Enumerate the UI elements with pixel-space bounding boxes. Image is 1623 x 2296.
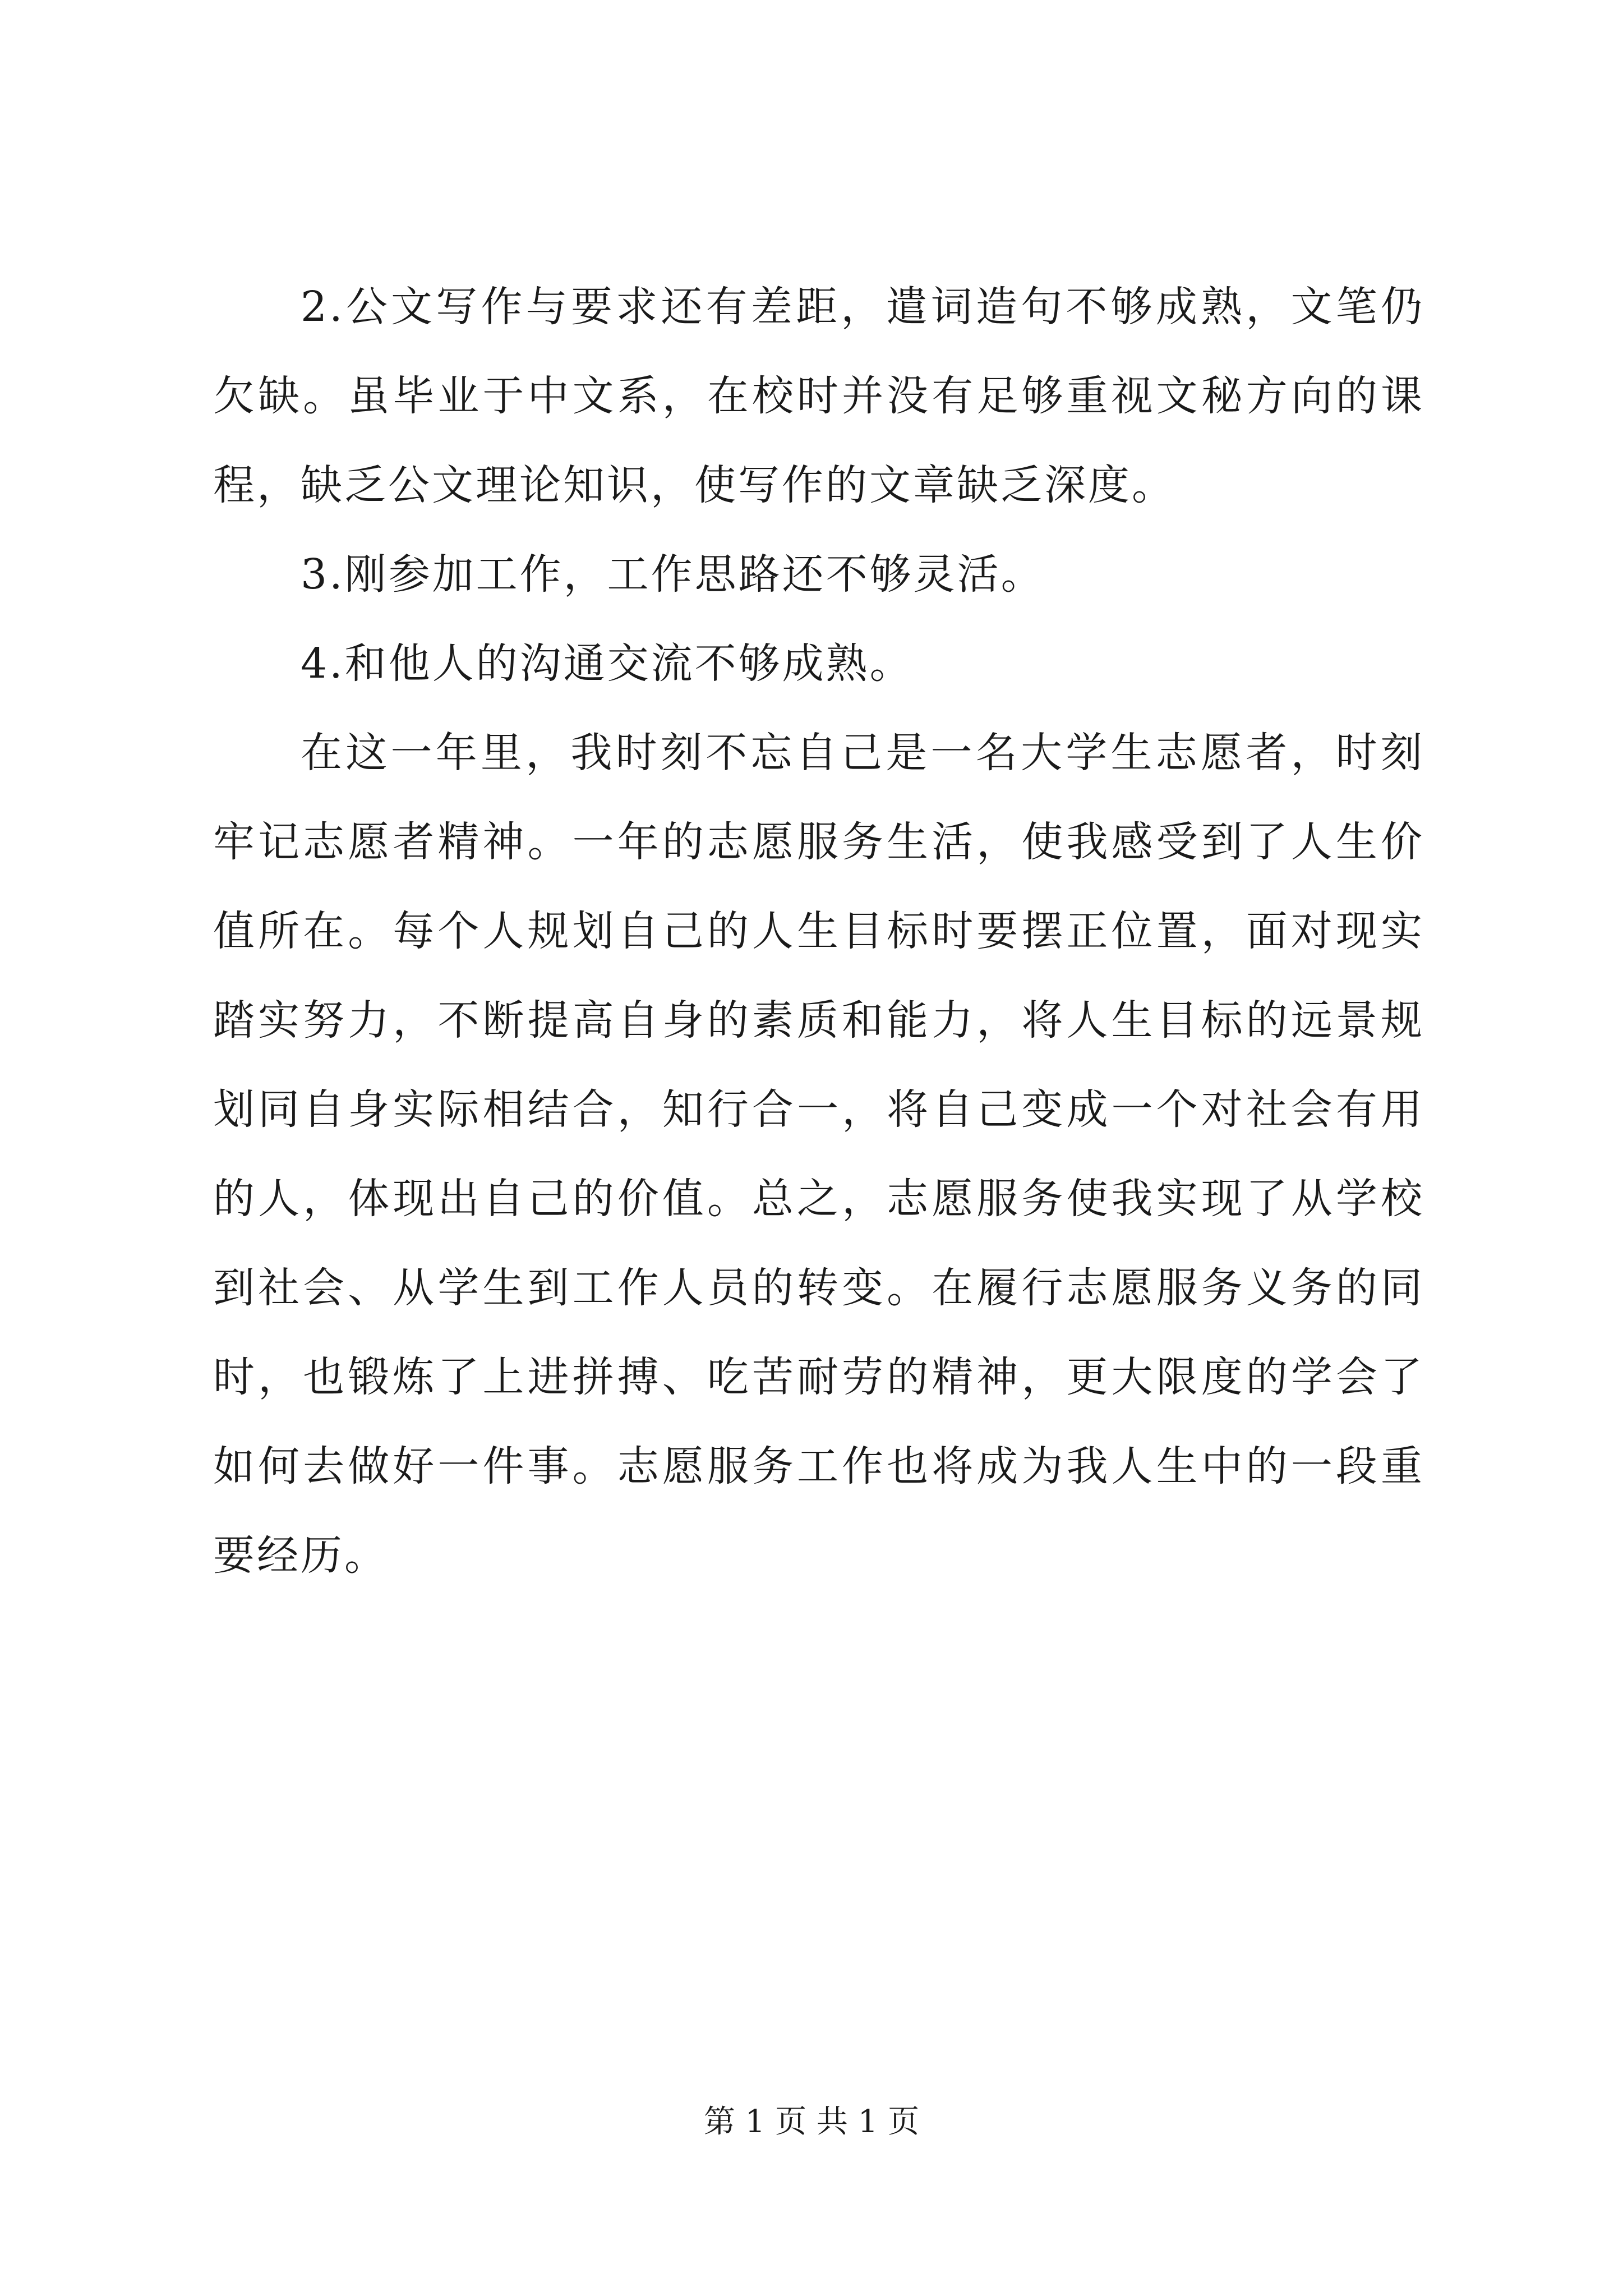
paragraph-item-2: 2.公文写作与要求还有差距，遣词造句不够成熟，文笔仍欠缺。虽毕业于中文系，在校时并没有足够重视文秘方向的课程，缺乏公文理论知识，使写作的文章缺乏深度。	[213, 283, 1424, 509]
paragraph-item-3: 3.刚参加工作，工作思路还不够灵活。	[301, 550, 1045, 599]
paragraph-conclusion: 在这一年里，我时刻不忘自己是一名大学生志愿者，时刻牢记志愿者精神。一年的志愿服务生活，使我感受到了人生价值所在。每个人规划自己的人生目标时要摆正位置，面对现实踏实努力，不断提高自身的素质和能力，将人生目标的远景规划同自身实际相结合，知行合一，将自己变成一个对社会有用的人，体现出自己的价值。总之，志愿服务使我实现了从学校到社会、从学生到工作人员的转变。在履行志愿服务义务的同时，也锻炼了上进拼搏、吃苦耐劳的精神，更大限度的学会了如何去做好一件事。志愿服务工作也将成为我人生中的一段重要经历。	[213, 729, 1424, 1580]
page-footer: 第 1 页 共 1 页	[703, 2104, 920, 2140]
document-body	[213, 263, 1424, 1600]
paragraph-item-4: 4.和他人的沟通交流不够成熟。	[301, 639, 914, 688]
